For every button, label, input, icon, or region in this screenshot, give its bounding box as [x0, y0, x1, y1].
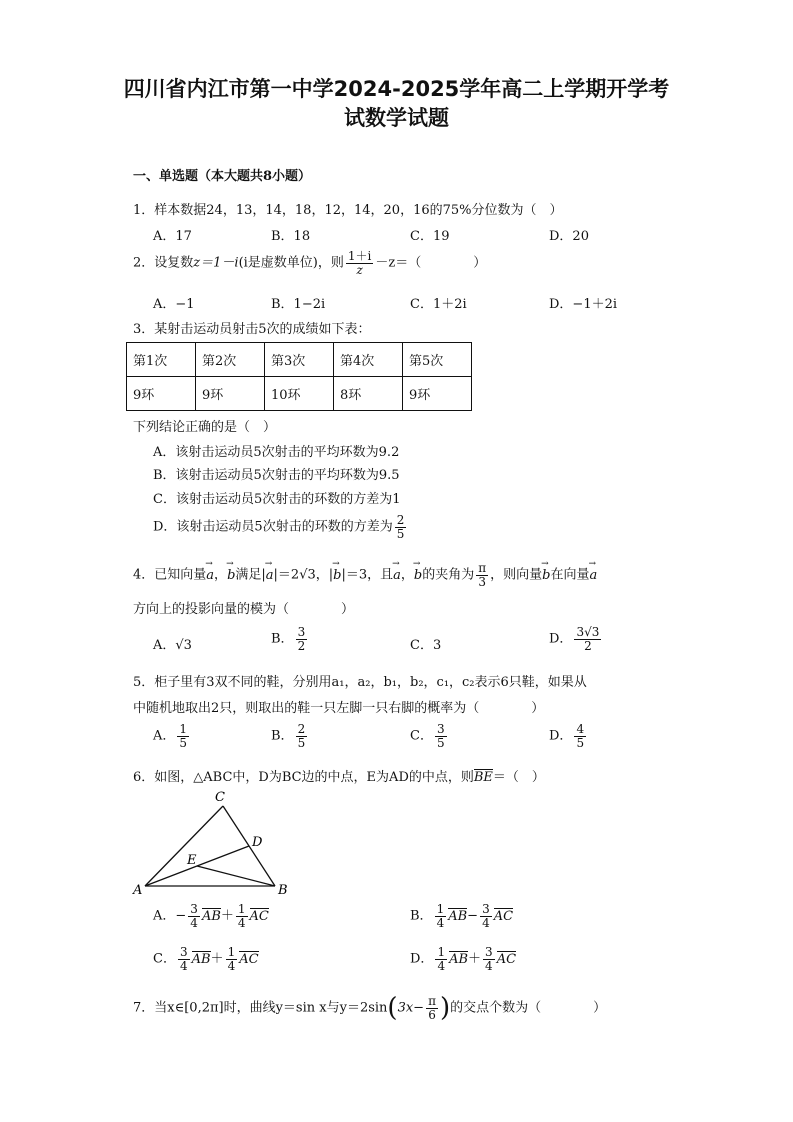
score-table [126, 342, 472, 411]
label-b: B [278, 883, 288, 898]
q1-option-d: D．20 [549, 229, 589, 244]
q6-tail: ＝（ ） [492, 770, 545, 785]
q2-tail: －z＝（ ） [375, 255, 487, 271]
q4-option-d [549, 626, 603, 652]
fraction-den: 4 [437, 958, 446, 973]
pi-over-6-fraction [426, 995, 438, 1021]
q2-option-d: D．−1＋2i [549, 297, 618, 312]
option-fraction [296, 626, 308, 652]
coef-2 [480, 903, 492, 929]
fraction-num: π [478, 561, 487, 575]
fraction-den: 5 [436, 735, 445, 750]
option-letter: A． [153, 908, 176, 924]
option-letter: B． [271, 631, 294, 647]
q4-option-a: A．√3 [153, 638, 192, 653]
coef-1 [188, 903, 200, 929]
q4-line2: 方向上的投影向量的模为（ ） [133, 602, 355, 617]
document-title-line2: 试数学试题 [344, 106, 449, 130]
sign: − [175, 908, 187, 924]
vector-ab: AB [449, 951, 469, 967]
q3-option-b: B．该射击运动员5次射击的平均环数为9.5 [153, 468, 400, 483]
fraction-den: 5 [576, 735, 585, 750]
score-value-cell: 9环 [196, 377, 265, 411]
vector-ab: AB [191, 951, 211, 967]
q3-question: 下列结论正确的是（ ） [133, 420, 277, 435]
fraction-num: 4 [576, 722, 585, 736]
sign: ＋ [220, 908, 234, 924]
question-1-stem: 1．样本数据24，13，14，18，12，14，20，16的75%分位数为（ ） [133, 203, 563, 218]
sign: − [467, 908, 479, 924]
vector-a: → a [266, 568, 274, 583]
q4-option-c: C．3 [410, 638, 442, 653]
q7-tail: 的交点个数为（ ） [450, 1000, 607, 1016]
vector-a: → a [393, 568, 401, 583]
vector-b: → b [414, 568, 422, 583]
q5-option-a [153, 723, 191, 749]
coef-1 [435, 903, 447, 929]
q2-option-c: C．1＋2i [410, 297, 467, 312]
score-header-cell: 第1次 [127, 343, 196, 377]
score-value-cell: 9环 [403, 377, 472, 411]
document-title-line1: 四川省内江市第一中学2024-2025学年高二上学期开学考 [123, 77, 670, 101]
vector-b: → b [227, 568, 235, 583]
q4-text: 4．已知向量 [133, 567, 207, 583]
sign: ＋ [468, 951, 482, 967]
fraction-den: 2 [584, 638, 592, 653]
side-ac [145, 806, 223, 886]
score-value-cell: 9环 [127, 377, 196, 411]
q4-text: 在向量 [550, 567, 590, 583]
fraction-num: 1 [179, 722, 188, 736]
option-letter: D． [549, 728, 573, 744]
score-header-cell: 第3次 [265, 343, 334, 377]
fraction-num: 1 [437, 945, 446, 959]
score-value-cell: 8环 [334, 377, 403, 411]
vector-ab: AB [448, 908, 468, 924]
score-header-cell: 第4次 [334, 343, 403, 377]
left-paren: ( [387, 993, 398, 1023]
q2-expression: z＝1－i [193, 255, 239, 271]
label-e: E [187, 853, 197, 868]
coef-1 [178, 946, 190, 972]
q5-option-d [549, 723, 588, 749]
fraction-den: 4 [482, 915, 490, 930]
coef-2 [226, 946, 238, 972]
q3-option-d-text: D．该射击运动员5次射击的环数的方差为 [153, 519, 393, 535]
question-7-stem [133, 993, 606, 1023]
fraction-num: 3 [482, 902, 490, 916]
sign: ＋ [210, 951, 224, 967]
q2-option-a: A．−1 [153, 297, 195, 312]
q6-text: 6．如图，△ABC中，D为BC边的中点，E为AD的中点，则 [133, 770, 474, 785]
question-2-stem [133, 250, 486, 276]
fraction-den: 4 [237, 915, 246, 930]
fraction-den: 5 [297, 735, 306, 750]
coef-2 [483, 946, 495, 972]
fraction-num: 3 [190, 902, 198, 916]
score-header-cell: 第5次 [403, 343, 472, 377]
q4-text: ， [214, 567, 228, 583]
fraction-num: 1 [436, 902, 445, 916]
option-fraction [435, 723, 447, 749]
vector-ac: AC [249, 908, 269, 924]
option-fraction [574, 626, 601, 652]
q4-text: |＝3，且 [341, 567, 394, 583]
vector-ac: AC [239, 951, 259, 967]
right-paren: ) [439, 993, 451, 1023]
fraction-num: 3 [436, 722, 445, 736]
triangle-abc-figure [128, 786, 298, 898]
vector-ac: AC [493, 908, 514, 924]
vector-a: → a [590, 568, 598, 583]
fraction-den: 4 [227, 958, 236, 973]
q5-option-b [271, 723, 309, 749]
label-d: D [252, 835, 263, 850]
question-4-stem [133, 562, 597, 588]
q4-text: ， [400, 567, 414, 583]
score-table-header-row [127, 343, 472, 377]
q5-option-c [410, 723, 449, 749]
coef-1 [435, 946, 447, 972]
q3-option-d [153, 514, 408, 540]
option-fraction [296, 723, 308, 749]
option-fraction [574, 723, 586, 749]
fraction-den: 5 [179, 735, 188, 750]
q2-option-b: B．1−2i [271, 297, 326, 312]
q6-option-a [153, 903, 269, 929]
option-letter: C． [410, 728, 433, 744]
option-letter: B． [410, 908, 433, 924]
fraction-num: π [428, 993, 436, 1008]
fraction-num: 1 [237, 902, 246, 916]
section-heading: 一、单选题（本大题共8小题） [133, 169, 312, 184]
vector-b: → b [542, 568, 550, 583]
q2-fraction-den: z [356, 262, 363, 277]
option-letter: D． [410, 951, 434, 967]
fraction-den: 4 [485, 958, 493, 973]
vector-b: → b [333, 568, 341, 583]
q4-text: 满足| [235, 567, 266, 583]
option-letter: A． [153, 728, 176, 744]
question-6-stem [133, 766, 545, 785]
q2-fraction [346, 250, 373, 276]
fraction-num: 2 [297, 722, 306, 736]
vector-be: BE [473, 770, 493, 785]
fraction-den: 4 [436, 915, 445, 930]
vector-ac: AC [496, 951, 517, 967]
fraction-den: 2 [297, 638, 306, 653]
fraction-den: 4 [190, 915, 198, 930]
fraction-den: 3 [478, 574, 487, 589]
fraction-num: 3 [485, 945, 493, 959]
fraction-den: 6 [428, 1007, 436, 1022]
score-table-value-row [127, 377, 472, 411]
q4-text: ，则向量 [490, 567, 543, 583]
fraction-num: 3√3 [576, 625, 600, 639]
pi-over-3-fraction [476, 562, 488, 588]
q3-option-c: C．该射击运动员5次射击的环数的方差为1 [153, 492, 401, 507]
fraction-den: 5 [396, 526, 405, 541]
option-fraction [177, 723, 189, 749]
vector-ab: AB [201, 908, 221, 924]
q4-text: 的夹角为 [422, 567, 475, 583]
question-3-stem: 3．某射击运动员射击5次的成绩如下表： [133, 322, 371, 337]
fraction-num: 3 [179, 945, 188, 959]
score-header-cell: 第2次 [196, 343, 265, 377]
q4-text: |＝2√3，| [273, 567, 334, 583]
q1-option-b: B．18 [271, 229, 311, 244]
option-letter: B． [271, 728, 294, 744]
q2-fraction-num: 1＋i [347, 249, 372, 263]
fraction-num: 2 [396, 513, 405, 527]
q4-option-b [271, 626, 309, 652]
q6-option-b [410, 903, 513, 929]
option-letter: C． [153, 951, 176, 967]
q7-text: 7．当x∈[0,2π]时，曲线y＝sin x与y＝2sin [133, 1000, 388, 1016]
vector-a: → a [206, 568, 214, 583]
option-letter: D． [549, 631, 573, 647]
q3-option-d-fraction [395, 514, 407, 540]
q3-option-a: A．该射击运动员5次射击的平均环数为9.2 [153, 445, 400, 460]
question-5-line2: 中随机地取出2只，则取出的鞋一只左脚一只右脚的概率为（ ） [133, 701, 545, 716]
q1-option-a: A．17 [153, 229, 192, 244]
q7-inner: 3x− [397, 1000, 425, 1016]
question-5-line1: 5．柜子里有3双不同的鞋，分别用a₁，a₂，b₁，b₂，c₁，c₂表示6只鞋，如果从 [133, 675, 587, 690]
fraction-den: 4 [179, 958, 188, 973]
q2-prefix: 2．设复数 [133, 255, 194, 271]
fraction-num: 3 [297, 625, 306, 639]
fraction-num: 1 [227, 945, 236, 959]
score-value-cell: 10环 [265, 377, 334, 411]
q6-option-d [410, 946, 516, 972]
label-a: A [133, 883, 143, 898]
q1-option-c: C．19 [410, 229, 450, 244]
q2-middle: (i是虚数单位)，则 [238, 255, 344, 271]
coef-2 [236, 903, 248, 929]
q6-option-c [153, 946, 259, 972]
label-c: C [215, 790, 225, 805]
